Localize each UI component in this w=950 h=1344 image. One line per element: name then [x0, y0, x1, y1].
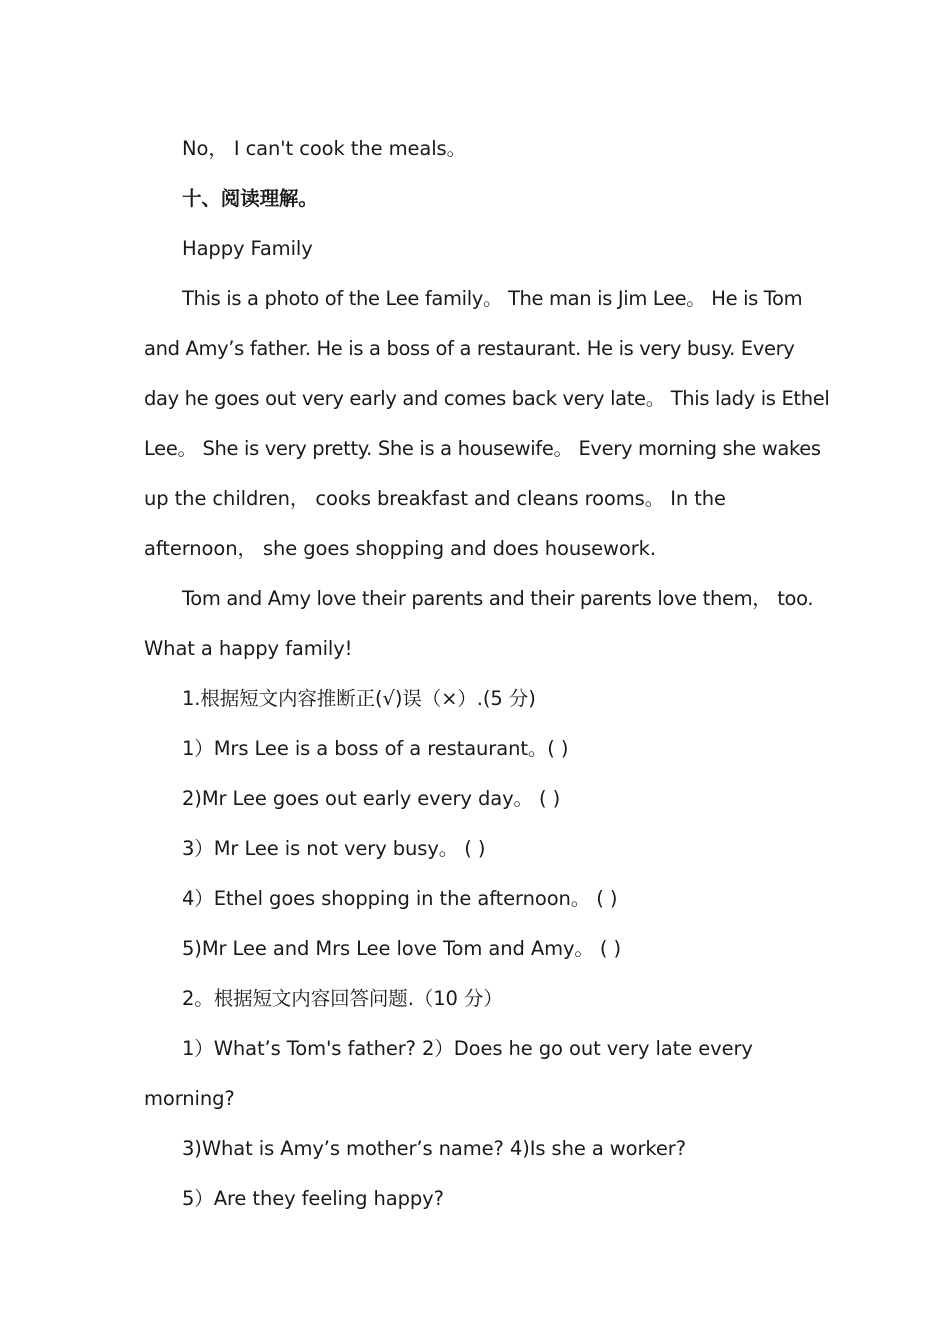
true-false-item: 2)Mr Lee goes out early every day。 ( ) — [182, 787, 561, 810]
passage-line: Tom and Amy love their parents and their parents love them， too. — [182, 587, 814, 610]
part2-instruction: 2。根据短文内容回答问题.（10 分） — [182, 987, 503, 1010]
true-false-item: 1）Mrs Lee is a boss of a restaurant。( ) — [182, 737, 569, 760]
question-line: 3)What is Amy’s mother’s name? 4)Is she a worker? — [182, 1137, 686, 1160]
passage-line: What a happy family! — [144, 637, 353, 660]
passage-line: afternoon， she goes shopping and does housework. — [144, 537, 656, 560]
passage-title: Happy Family — [182, 237, 313, 260]
true-false-item: 5)Mr Lee and Mrs Lee love Tom and Amy。 ( ) — [182, 937, 622, 960]
question-line: 5）Are they feeling happy? — [182, 1187, 444, 1210]
passage-line: Lee。 She is very pretty. She is a housewife。 Every morning she wakes — [144, 437, 821, 460]
passage-line: day he goes out very early and comes back very late。 This lady is Ethel — [144, 387, 830, 410]
answer-line: No， I can't cook the meals。 — [182, 137, 466, 160]
true-false-item: 4）Ethel goes shopping in the afternoon。 ( ) — [182, 887, 618, 910]
section-heading: 十、阅读理解。 — [182, 187, 318, 210]
question-line: 1）What’s Tom's father? 2）Does he go out very late every — [182, 1037, 753, 1060]
passage-line: This is a photo of the Lee family。 The man is Jim Lee。 He is Tom — [182, 287, 803, 310]
passage-line: and Amy’s father. He is a boss of a restaurant. He is very busy. Every — [144, 337, 795, 360]
question-line: morning? — [144, 1087, 235, 1110]
part1-instruction: 1.根据短文内容推断正(√)误（×）.(5 分) — [182, 687, 536, 710]
passage-line: up the children， cooks breakfast and cleans rooms。 In the — [144, 487, 726, 510]
true-false-item: 3）Mr Lee is not very busy。 ( ) — [182, 837, 486, 860]
